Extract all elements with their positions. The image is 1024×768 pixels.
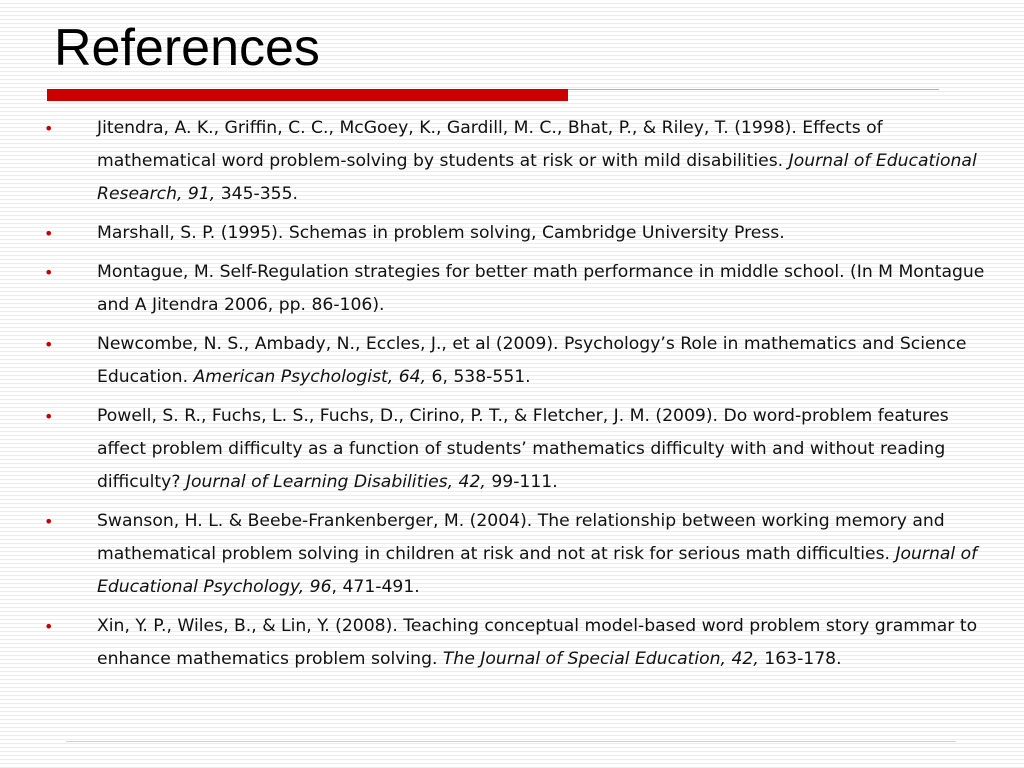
title-underline-red-bar: [47, 89, 568, 101]
reference-text: [97, 334, 966, 387]
bullet-icon: •: [44, 263, 54, 282]
reference-pages: 345-355.: [215, 184, 298, 204]
bottom-divider: [66, 741, 956, 742]
bullet-icon: •: [44, 512, 54, 531]
reference-citation: Powell, S. R., Fuchs, L. S., Fuchs, D., Cirino, P. T., & Fletcher, J. M. (2009). Do word-problem features affect problem difficulty as a function of students’ mathematics difficulty with and without reading difficulty?: [97, 406, 949, 492]
slide-title: References: [54, 19, 320, 77]
reference-journal: The Journal of Special Education, 42,: [442, 649, 759, 669]
reference-pages: , 471-491.: [331, 577, 420, 597]
bullet-icon: •: [44, 224, 54, 243]
reference-item: [44, 400, 994, 499]
reference-item: [44, 328, 994, 394]
reference-text: [97, 262, 984, 315]
reference-citation: Jitendra, A. K., Griffin, C. C., McGoey, K., Gardill, M. C., Bhat, P., & Riley, T. (1998). Effects of mathematical word problem-solving by students at risk or with mild disabilities.: [97, 118, 883, 171]
reference-journal: Journal of Learning Disabilities, 42,: [185, 472, 486, 492]
reference-item: [44, 217, 994, 250]
reference-text: [97, 223, 785, 243]
title-underline-thin-line: [568, 89, 939, 90]
bullet-icon: •: [44, 407, 54, 426]
reference-journal: Journal of Educational Psychology, 96: [97, 544, 978, 597]
bullet-icon: •: [44, 617, 54, 636]
reference-citation: Swanson, H. L. & Beebe-Frankenberger, M. (2004). The relationship between working memory and mathematical problem solving in children at risk and not at risk for serious math difficulties.: [97, 511, 945, 564]
bullet-icon: •: [44, 119, 54, 138]
reference-list: [44, 112, 994, 682]
title-underline: [47, 89, 939, 101]
reference-item: [44, 112, 994, 211]
reference-pages: 163-178.: [758, 649, 842, 669]
reference-citation: Marshall, S. P. (1995). Schemas in problem solving, Cambridge University Press.: [97, 223, 785, 243]
reference-citation: Xin, Y. P., Wiles, B., & Lin, Y. (2008). Teaching conceptual model-based word problem story grammar to enhance mathematics problem solving.: [97, 616, 978, 669]
reference-journal: American Psychologist, 64,: [193, 367, 427, 387]
reference-item: [44, 256, 994, 322]
reference-item: [44, 610, 994, 676]
reference-citation: Newcombe, N. S., Ambady, N., Eccles, J., et al (2009). Psychology’s Role in mathematics and Science Education.: [97, 334, 967, 387]
reference-pages: 99-111.: [485, 472, 558, 492]
bullet-icon: •: [44, 335, 54, 354]
reference-text: [97, 118, 977, 204]
reference-journal: Journal of Educational Research, 91,: [97, 151, 977, 204]
reference-item: [44, 505, 994, 604]
reference-text: [97, 616, 977, 669]
reference-text: [97, 511, 977, 597]
reference-pages: 6, 538-551.: [426, 367, 531, 387]
reference-text: [97, 406, 949, 492]
reference-citation: Montague, M. Self-Regulation strategies for better math performance in middle school. (In M Montague and A Jitendra 2006, pp. 86-106).: [97, 262, 985, 315]
